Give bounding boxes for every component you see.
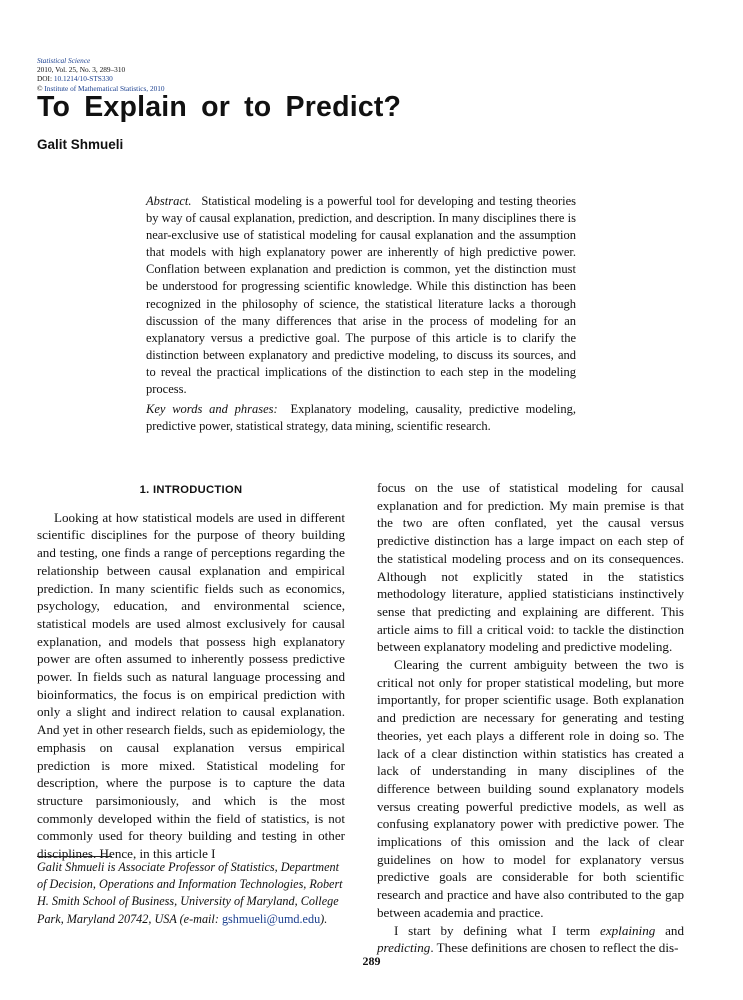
volume-line: 2010, Vol. 25, No. 3, 289–310 xyxy=(37,65,126,75)
journal-name-link[interactable]: Statistical Science xyxy=(37,56,91,65)
copyright-line[interactable]: © Institute of Mathematical Statistics, 2010 xyxy=(37,83,165,93)
body-paragraph-1-continued: focus on the use of statistical modeling for causal explanation and for prediction. My main premise is that the two are often conflated, yet the causal versus predictive distinction has a large impact on each step of the statistical modeling process and on its consequences. Although not explicitly stated in the statistics methodology literature, applied statisticians instinctively sense that predicting and explaining are different. This article aims to fill a critical void: to tackle the distinction between explanatory modeling and predictive modeling. xyxy=(377,480,684,655)
doi-line: DOI: 10.1214/10-STS330 xyxy=(37,74,113,84)
author-email-link[interactable]: gshmueli@umd.edu xyxy=(221,911,321,926)
body-paragraph-1: Looking at how statistical models are used in different scientific disciplines for the purpose of theory building and testing, one finds a range of perceptions regarding the relationship between causal explanation and empirical prediction. In many scientific fields such as economics, psychology, education, and environmental science, statistical models are used almost exclusively for causal explanation, and models that possess high explanatory power are often assumed to inherently possess predictive power. In fields such as natural language processing and bioinformatics, the focus is on empirical prediction with only a slight and indirect relation to causal explanation. And yet in other research fields, such as epidemiology, the emphasis on causal explanation versus empirical prediction is more mixed. Statistical modeling for description, where the purpose is to capture the data structure parsimoniously, and which is the most commonly developed within the field of statistics, is not commonly used for theory building and testing in other disciplines. Hence, in this article I xyxy=(37,509,345,862)
author-footnote: Galit Shmueli is Associate Professor of Statistics, Department of Decision, Operations and Information Technologies, Robert H. Smith School of Business, University of Maryland, College Park, Maryland 20742, USA (e-mail: gshmueli@umd.edu). xyxy=(37,860,343,926)
abstract-label: Abstract. xyxy=(146,194,192,208)
body-paragraph-2: Clearing the current ambiguity between the two is critical not only for proper statistical modeling, but more importantly, for proper scientific usage. Both explanation and prediction are necessary for generating and testing theories, yet each plays a different role in doing so. The lack of a clear distinction within statistics has created a lack of understanding in many disciplines of the difference between building sound explanatory models versus creating powerful predictive models, as well as confusing explanatory power with predictive power. The implications of this omission and the lack of clear guidelines on how to model for explanatory versus predictive goals are considerable for both scientific research and practice and have also contributed to the gap between academia and practice. xyxy=(377,657,684,920)
abstract xyxy=(146,193,576,435)
keywords-paragraph xyxy=(146,401,576,435)
doi-link[interactable]: 10.1214/10-STS330 xyxy=(53,74,113,84)
section-heading: 1. INTRODUCTION xyxy=(139,484,243,496)
right-column xyxy=(377,479,684,957)
left-column xyxy=(37,480,345,863)
abstract-text: Statistical modeling is a powerful tool for developing and testing theories by way of causal explanation, prediction, and description. In many disciplines there is near-exclusive use of statistical modeling for causal explanation and the assumption that models with high explanatory power are inherently of high predictive power. Conflation between explanation and prediction is common, yet the distinction must be understood for progressing scientific knowledge. While this distinction has been recognized in the philosophy of science, the statistical literature lacks a thorough discussion of the many differences that arise in the process of modeling for an explanatory versus a predictive goal. The purpose of this article is to clarify the distinction between explanatory and predictive modeling, to discuss its sources, and to reveal the practical implications of the distinction to each step in the modeling process. xyxy=(146,194,577,397)
body-paragraph-3: I start by defining what I term explaining and predicting. These definitions are chosen to reflect the dis- xyxy=(377,922,684,956)
footnote-divider xyxy=(37,856,112,857)
author-name: Galit Shmueli xyxy=(37,137,124,152)
keywords-label: Key words and phrases: xyxy=(146,402,278,417)
abstract-paragraph xyxy=(146,193,576,398)
journal-meta xyxy=(37,56,165,93)
paper-title: To Explain or to Predict? xyxy=(37,91,402,123)
page-number: 289 xyxy=(362,954,381,968)
keywords-text: Explanatory modeling, causality, predictive modeling, predictive power, statistical strategy, data mining, scientific research. xyxy=(146,402,577,434)
